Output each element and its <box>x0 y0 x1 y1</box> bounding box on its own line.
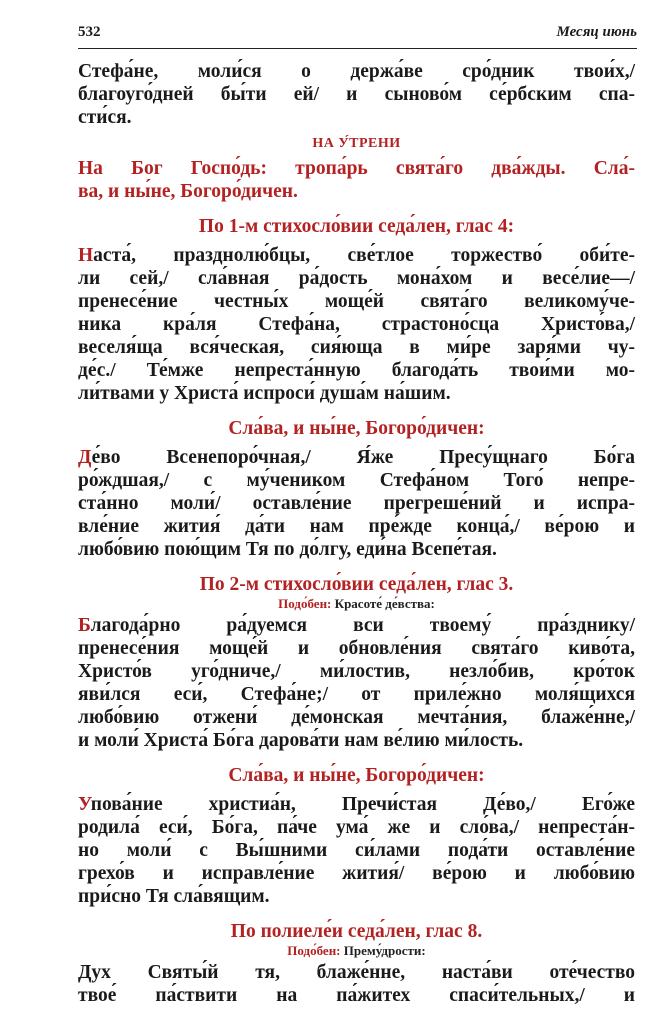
text-line: Стефа́не, моли́ся о держа́ве сро́дник твои́х,/ <box>78 61 635 82</box>
sedalen-3-text <box>78 961 635 1007</box>
text-line: но моли́ с Вы́шними си́лами пода́ти оставле́ние <box>78 840 635 861</box>
text-line: Де́во Всенепоро́чная,/ Я́же Пресу́щнаго Бо́га <box>78 447 635 468</box>
page-content <box>78 60 635 1007</box>
text-line: вле́ние жития́ да́ти нам пре́жде конца́,/ ве́рою и <box>78 516 635 537</box>
text-line: Дух Святы́й тя, блаже́нне, наста́ви оте́чество <box>78 962 635 983</box>
text-line: ли сей,/ сла́вная ра́дость мона́хом и весе́лие—/ <box>78 268 635 289</box>
text-line: веселя́ща вся́ческая, сия́юща в ми́ре заря́ми чу- <box>78 337 635 358</box>
text-line: Христо́в уго́дниче,/ ми́лостив, незло́бив, кро́ток <box>78 661 635 682</box>
text-line: ва, и ны́не, Богоро́дичен. <box>78 181 298 202</box>
text-line: ника кра́ля Стефа́на, страстоно́сца Христо́ва,/ <box>78 314 635 335</box>
sedalen-3-heading: По полиеле́и седа́лен, глас 8. <box>230 921 483 942</box>
text-line: ли́твами у Христа́ испроси́ душа́м на́шим. <box>78 383 451 404</box>
text-line: де́с./ Те́мже непреста́нную благода́ть твои́ми мо- <box>78 360 635 381</box>
slava-2-heading: Сла́ва, и ны́не, Богоро́дичен: <box>228 765 485 786</box>
sedalen-2-heading: По 2-м стихосло́вии седа́лен, глас 3. <box>199 574 514 595</box>
slava-1-heading: Сла́ва, и ны́не, Богоро́дичен: <box>228 418 485 439</box>
text-line: пренесе́ние честны́х моще́й свята́го великому́че- <box>78 291 635 312</box>
text-line: сти́ся. <box>78 107 132 128</box>
opening-paragraph <box>78 60 635 129</box>
text-line: любо́вию отжени́ де́монская мечта́ния, блаже́нне,/ <box>78 707 635 728</box>
slava-1-text <box>78 446 635 561</box>
text-line: твое́ па́ствити на па́житех спаси́тельных,/ и <box>78 985 635 1006</box>
sedalen-2-podoben <box>78 596 635 612</box>
text-line: грехо́в и исправле́ние жития́/ ве́рою и любо́вию <box>78 863 635 884</box>
text-line: и моли́ Христа́ Бо́га дарова́ти нам ве́лию ми́лость. <box>78 730 524 751</box>
text-line: любо́вию пою́щим Тя по до́лгу, еди́на Всепе́тая. <box>78 539 497 560</box>
slava-2-text <box>78 793 635 908</box>
sedalen-2-text <box>78 614 635 752</box>
sedalen-3-podoben <box>78 943 635 959</box>
text-line: благоуго́дней бы́ти ей/ и сыново́м се́рбским спа- <box>78 84 635 105</box>
text-line: яви́лся еси́, Стефа́не;/ от приле́жно моля́щихся <box>78 684 635 705</box>
text-line: Наста́, празднолю́бцы, све́тлое торжество́ оби́те- <box>78 245 635 266</box>
podoben-value: Красоте́ де́вства: <box>334 596 435 611</box>
page-header <box>78 18 637 49</box>
na-bog-rubric <box>78 157 635 203</box>
initial-letter: Д <box>78 447 92 468</box>
text-line: при́сно Тя сла́вящим. <box>78 886 270 907</box>
text-line: Упова́ние христиа́н, Пречи́стая Де́во,/ Его́же <box>78 794 635 815</box>
sedalen-1-text <box>78 244 635 405</box>
podoben-label: Подо́бен: <box>278 596 332 611</box>
running-title: Месяц июнь <box>556 24 637 40</box>
text-line: родила́ еси́, Бо́га, па́че ума́ же и сло́ва,/ непреста́н- <box>78 817 635 838</box>
initial-letter: У <box>78 794 91 815</box>
initial-letter: Б <box>78 615 91 636</box>
sedalen-1-heading: По 1-м стихосло́вии седа́лен, глас 4: <box>198 216 515 237</box>
text-line: ро́ждшая,/ с му́чеником Стефа́ном Того́ непре- <box>78 470 635 491</box>
matins-heading: НА У́ТРЕНИ <box>312 136 401 151</box>
podoben-label: Подо́бен: <box>287 943 341 958</box>
text-line: ста́нно моли́/ оставле́ние прегреше́ний и испра- <box>78 493 635 514</box>
podoben-value: Прему́дрости: <box>343 943 426 958</box>
initial-letter: Н <box>78 245 94 266</box>
text-line: Благода́рно ра́дуемся вси твоему́ пра́зднику/ <box>78 615 635 636</box>
page-number: 532 <box>78 24 101 40</box>
text-line: пренесе́ния моще́й и обновле́ния свята́го киво́та, <box>78 638 635 659</box>
text-line: На Бог Госпо́дь: тропа́рь свята́го два́жды. Сла́- <box>78 158 635 179</box>
